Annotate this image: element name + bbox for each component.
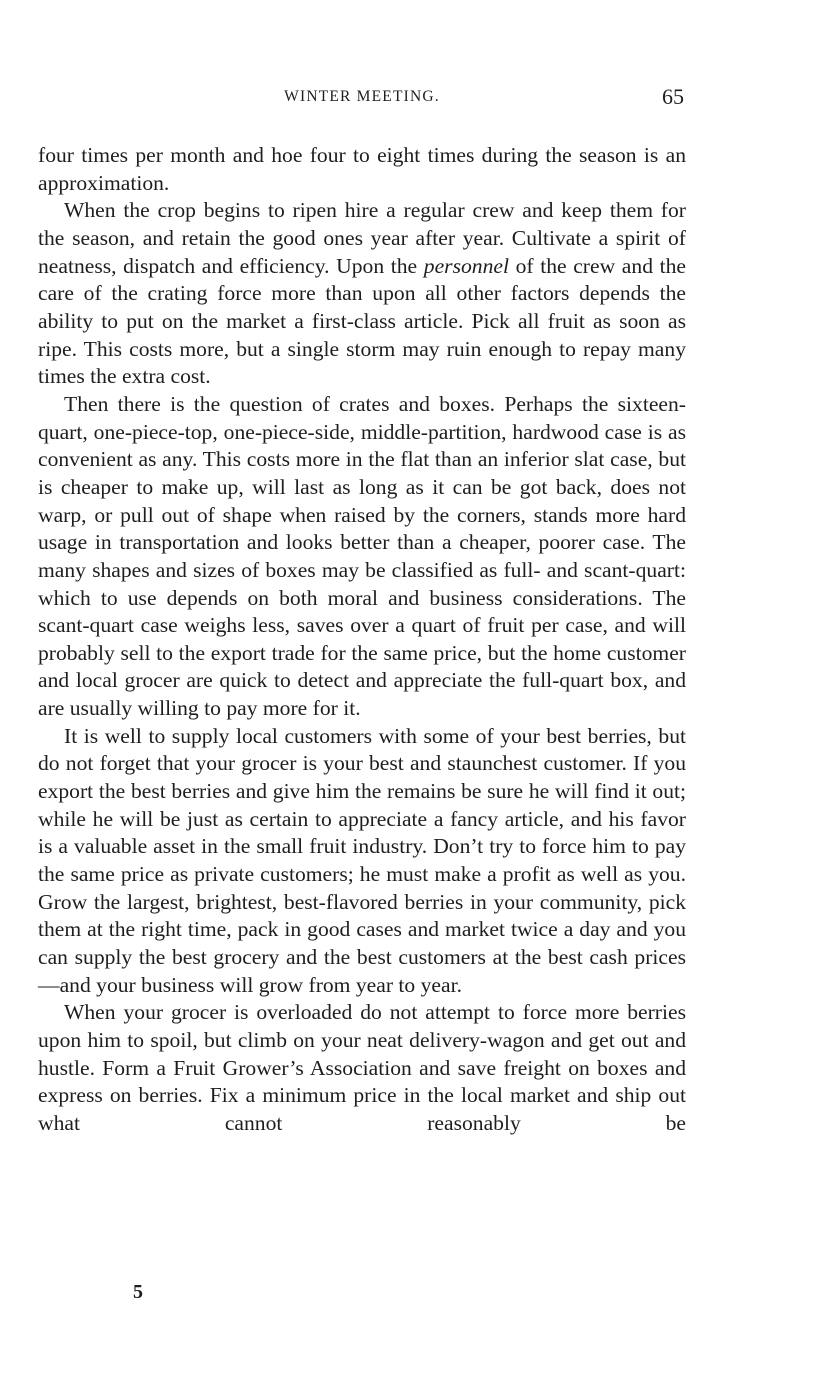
page-number: 65 [662,84,684,109]
paragraph-2-text-before: When the crop begins to ripen hire a regular crew and keep them for the season, and retain the good ones year after year. Cultivate a spirit of neatness, dispatch and efficiency. Upon the [38,198,686,278]
paragraph-4: It is well to supply local customers with some of your best berries, but do not forget that your grocer is your best and staunchest customer. If you export the best berries and give him the remains be sure he will find it out; while he will be just as certain to appreciate a fancy article, and his favor is a valuable asset in the small fruit industry. Don’t try to force him to pay the same price as private customers; he must make a profit as well as you. Grow the largest, brightest, best-flavored berries in your community, pick them at the right time, pack in good cases and market twice a day and you can supply the best grocery and the best customers at the best cash prices—and your business will grow from year to year. [38,723,686,997]
paragraph-3: Then there is the question of crates and boxes. Perhaps the sixteen-quart, one-piece-top, one-piece-side, middle-partition, hardwood case is as convenient as any. This costs more in the flat than an inferior slat case, but is cheaper to make up, will last as long as it can be got back, does not warp, or pull out of shape when raised by the corners, stands more hard usage in transportation and looks better than a cheaper, poorer case. The many shapes and sizes of boxes may be classified as full- and scant-quart: which to use depends on both moral and business considerations. The scant-quart case weighs less, saves over a quart of fruit per case, and will probably sell to the export trade for the same price, but the home customer and local grocer are quick to detect and appreciate the full-quart box, and are usually willing to pay more for it. [38,391,686,721]
paragraph-2-text-after: of the crew and the care of the crating force more than upon all other factors depends the ability to put on the market a first-class article. Pick all fruit as soon as ripe. This costs more, but a single storm may ruin enough to repay many times the extra cost. [38,253,686,389]
paragraph-2 [38,197,686,391]
signature-mark: 5 [133,1281,143,1303]
running-head [38,84,686,120]
paragraph-5: When your grocer is overloaded do not attempt to force more berries upon him to spoil, but climb on your neat delivery-wagon and get out and hustle. Form a Fruit Grower’s Association and save freight on boxes and express on berries. Fix a minimum price in the local market and ship out what cannot reasonably be [38,1000,686,1135]
running-head-title: WINTER MEETING. [284,88,440,105]
body-text [38,142,686,1138]
paragraph-2-emphasis: personnel [423,253,509,278]
paragraph-1: four times per month and hoe four to eight times during the season is an approximation. [38,143,686,195]
